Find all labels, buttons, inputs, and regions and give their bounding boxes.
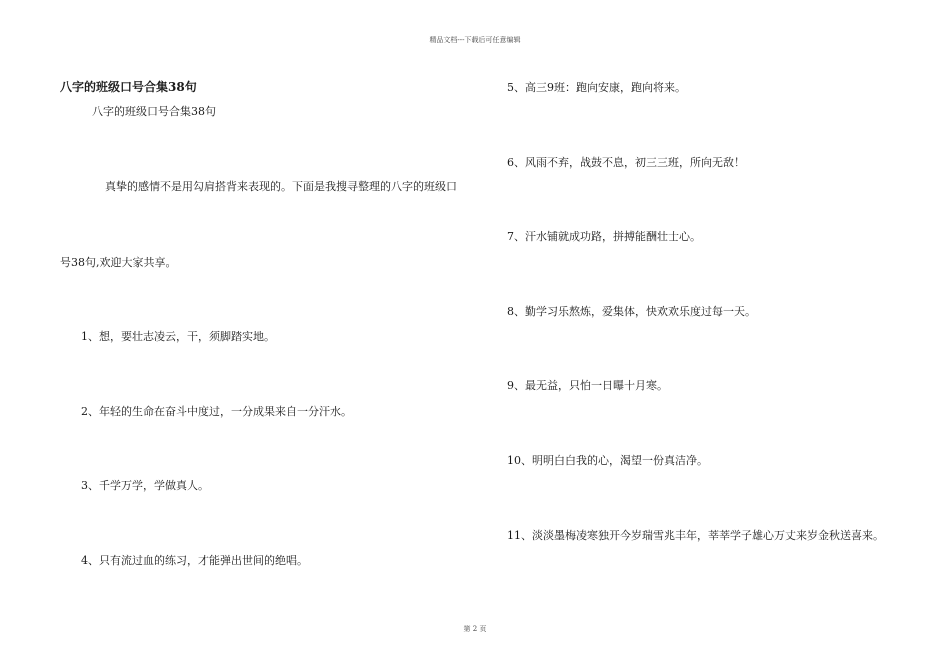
slogan-item-11: 11、淡淡墨梅凌寒独开今岁瑞雪兆丰年，莘莘学子雄心万丈来岁金秋送喜来。 (507, 529, 884, 542)
page-number: 第 2 页 (463, 625, 487, 633)
slogan-item-9: 9、最无益，只怕一日曝十月寒。 (507, 379, 668, 392)
slogan-item-10: 10、明明白白我的心，渴望一份真洁净。 (507, 454, 708, 467)
page-header-note: 精品文档---下载后可任意编辑 (429, 36, 521, 44)
intro-paragraph-line-2: 号38句,欢迎大家共享。 (60, 256, 177, 269)
slogan-item-1: 1、想，要壮志凌云，干，须脚踏实地。 (81, 330, 275, 343)
slogan-item-6: 6、风雨不弃，战鼓不息，初三三班，所向无敌！ (507, 156, 745, 169)
slogan-item-4: 4、只有流过血的练习，才能弹出世间的绝唱。 (81, 554, 308, 567)
intro-paragraph-line-1: 真挚的感情不是用勾肩搭背来表现的。下面是我搜寻整理的八字的班级口 (105, 180, 457, 193)
slogan-item-2: 2、年轻的生命在奋斗中度过，一分成果来自一分汗水。 (81, 405, 352, 418)
slogan-item-3: 3、千学万学，学做真人。 (81, 479, 209, 492)
slogan-item-7: 7、汗水铺就成功路，拼搏能酬壮士心。 (507, 230, 701, 243)
slogan-item-5: 5、高三9班：跑向安康，跑向将来。 (507, 81, 686, 94)
document-subtitle: 八字的班级口号合集38句 (92, 105, 216, 118)
slogan-item-8: 8、勤学习乐熬炼，爱集体，快欢欢乐度过每一天。 (507, 305, 756, 318)
document-title: 八字的班级口号合集38句 (60, 80, 197, 94)
